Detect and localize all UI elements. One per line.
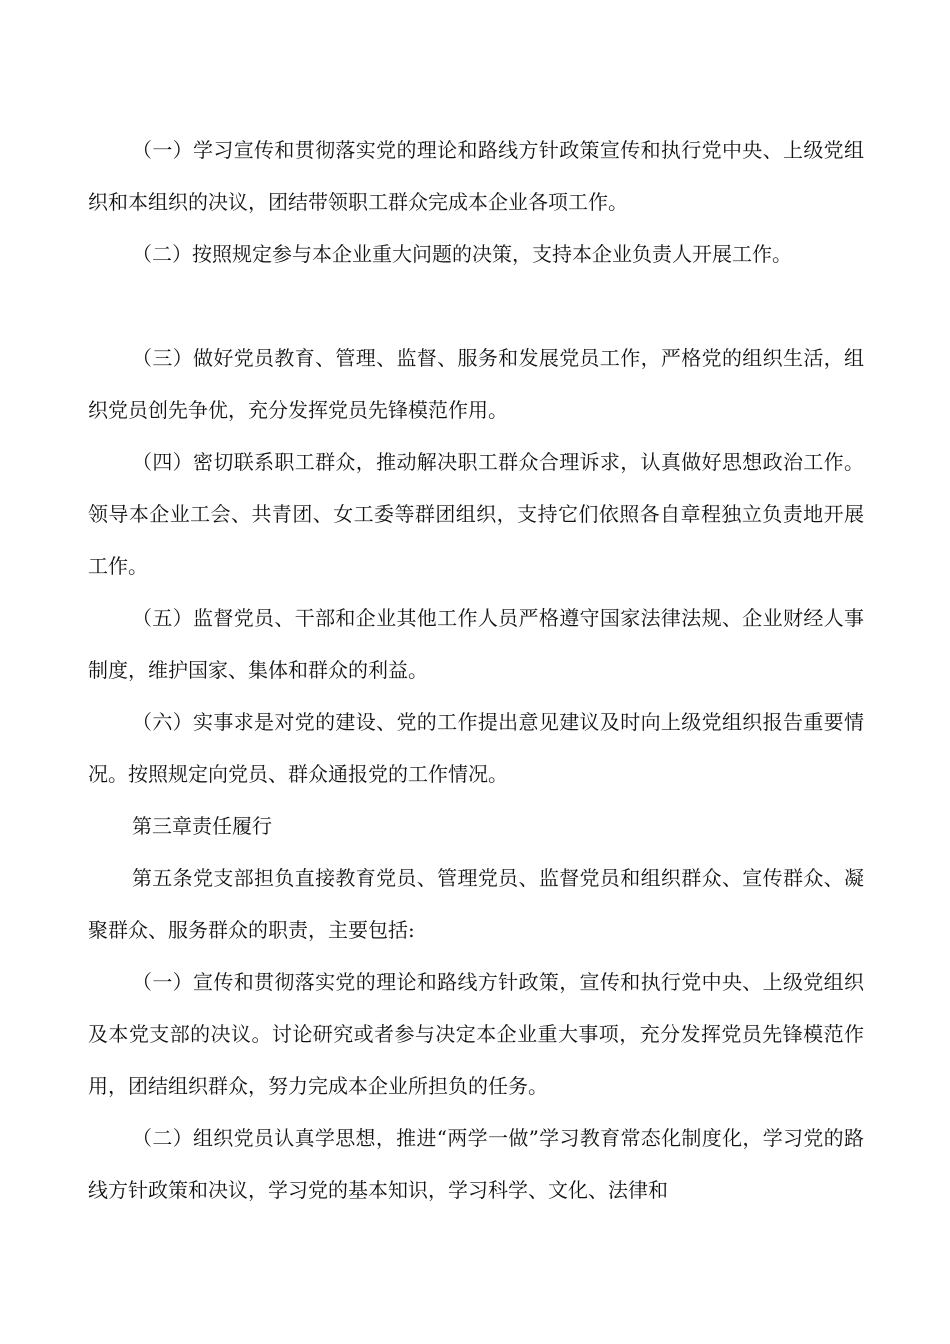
paragraph-article-5: 第五条党支部担负直接教育党员、管理党员、监督党员和组织群众、宣传群众、凝聚群众、服务群众的职责，主要包括: [88,866,864,942]
paragraph-1: （一）学习宣传和贯彻落实党的理论和路线方针政策宣传和执行党中央、上级党组织和本组织的决议，团结带领职工群众完成本企业各项工作。 [88,138,864,214]
paragraph-5: （五）监督党员、干部和企业其他工作人员严格遵守国家法律法规、企业财经人事制度，维护国家、集体和群众的利益。 [88,606,864,682]
paragraph-4: （四）密切联系职工群众，推动解决职工群众合理诉求，认真做好思想政治工作。领导本企业工会、共青团、女工委等群团组织，支持它们依照各自章程独立负责地开展工作。 [88,450,864,578]
paragraph-7: （一）宣传和贯彻落实党的理论和路线方针政策，宣传和执行党中央、上级党组织及本党支部的决议。讨论研究或者参与决定本企业重大事项，充分发挥党员先锋模范作用，团结组织群众，努力完成本企业所担负的任务。 [88,970,864,1098]
chapter-heading: 第三章责任履行 [132,814,272,838]
paragraph-8: （二）组织党员认真学思想，推进“两学一做”学习教育常态化制度化，学习党的路线方针政策和决议，学习党的基本知识，学习科学、文化、法律和 [88,1126,864,1202]
paragraph-6: （六）实事求是对党的建设、党的工作提出意见建议及时向上级党组织报告重要情况。按照规定向党员、群众通报党的工作情况。 [88,710,864,786]
paragraph-2: （二）按照规定参与本企业重大问题的决策，支持本企业负责人开展工作。 [132,242,792,266]
paragraph-3: （三）做好党员教育、管理、监督、服务和发展党员工作，严格党的组织生活，组织党员创先争优，充分发挥党员先锋模范作用。 [88,346,864,422]
